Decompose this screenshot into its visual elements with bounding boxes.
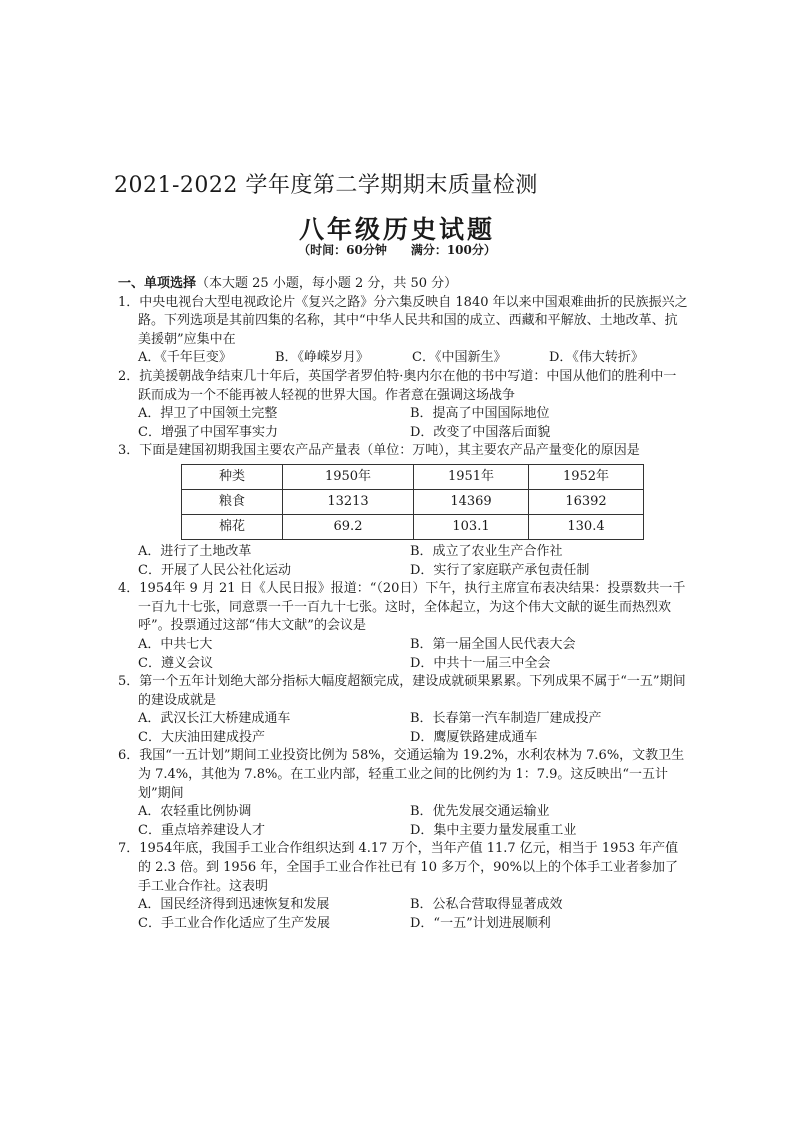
question-options: [118, 636, 688, 673]
option-b: B．长春第一汽车制造厂建成投产: [410, 711, 602, 727]
exam-content: [118, 275, 688, 933]
table-cell: 14369: [414, 489, 529, 514]
table-header-row: [182, 464, 644, 489]
option-a: A．农轻重比例协调: [138, 804, 252, 820]
option-a: A．武汉长江大桥建成通车: [138, 711, 291, 727]
table-cell: 16392: [529, 489, 644, 514]
option-d: D．“一五”计划进展顺利: [410, 915, 551, 931]
option-b: B．提高了中国国际地位: [410, 406, 550, 422]
option-b: B．第一届全国人民代表大会: [410, 636, 576, 652]
question-options: [118, 349, 688, 368]
option-d: D．实行了家庭联产承包责任制: [410, 562, 590, 578]
option-a: A．捍卫了中国领土完整: [138, 406, 278, 422]
question-text: 3．下面是建国初期我国主要农产品产量表（单位：万吨），其主要农产品产量变化的原因是: [118, 443, 640, 459]
time-score-info: （时间：60分钟 满分：100分）: [298, 243, 496, 257]
table-header-cell: 1951年: [414, 464, 529, 489]
option-a: A．中共七大: [138, 636, 213, 652]
question-3: [118, 442, 688, 580]
question-text: 6．我国“一五计划”期间工业投资比例为 58%，交通运输为 19.2%，水利农林为 7.6%，文教卫生为 7.4%，其他为 7.8%。在工业内部，轻重工业之间的比例约为 1：7.9。这反映出“一五计划”期间: [118, 748, 685, 801]
option-c: C．增强了中国军事实力: [138, 424, 278, 440]
question-text: 7．1954年底，我国手工业合作组织达到 4.17 万个，当年产值 11.7 亿元，相当于 1953 年产值的 2.3 倍。到 1956 年，全国手工业合作社已有 10 多万个，90%以上的个体手工业者参加了手工业合作社。这表明: [118, 841, 679, 894]
option-b: B．成立了农业生产合作社: [410, 543, 563, 559]
option-d: D．集中主要力量发展重工业: [410, 822, 577, 838]
option-c: C．手工业合作化适应了生产发展: [138, 915, 330, 931]
option-b: B．优先发展交通运输业: [410, 804, 550, 820]
section-note: （本大题 25 小题，每小题 2 分，共 50 分）: [196, 276, 458, 291]
table-cell: 130.4: [529, 514, 644, 539]
table-cell: 103.1: [414, 514, 529, 539]
question-text: 4．1954年 9 月 21 日《人民日报》报道：“（20日）下午，执行主席宣布表决结果：投票数共一千一百九十七张，同意票一千一百九十七张。这时，全体起立，为这个伟大文献的诞生而热烈欢呼”。投票通过这部“伟大文献”的会议是: [118, 581, 686, 634]
question-1: [118, 294, 688, 368]
table-header-cell: 1950年: [283, 464, 414, 489]
option-b: B．公私合营取得显著成效: [410, 897, 563, 913]
table-row: [182, 514, 644, 539]
table-header-cell: 1952年: [529, 464, 644, 489]
question-6: [118, 747, 688, 840]
question-5: [118, 673, 688, 747]
section-heading: [118, 275, 688, 294]
section-title: 一、单项选择: [118, 276, 197, 291]
exam-title: 2021-2022 学年度第二学期期末质量检测: [114, 173, 538, 198]
question-options: [118, 803, 688, 840]
production-table: [181, 464, 644, 540]
question-7: [118, 840, 688, 933]
question-text: 2．抗美援朝战争结束几十年后，英国学者罗伯特·奥内尔在他的书中写道：中国从他们的胜利中一跃而成为一个不能再被人轻视的世界大国。作者意在强调这场战争: [118, 368, 677, 403]
option-c: C．大庆油田建成投产: [138, 729, 265, 745]
option-d: D．改变了中国落后面貌: [410, 424, 551, 440]
option-b: B．《峥嵘岁月》: [275, 350, 370, 366]
question-options: [118, 710, 688, 747]
question-options: [118, 543, 688, 580]
question-text: 1．中央电视台大型电视政论片《复兴之路》分六集反映自 1840 年以来中国艰难曲折的民族振兴之路。下列选项是其前四集的名称，其中“中华人民共和国的成立、西藏和平解放、土地改革、抗美援朝”应集中在: [118, 294, 688, 347]
question-4: [118, 580, 688, 673]
option-c: C．开展了人民公社化运动: [138, 562, 291, 578]
option-c: C．遵义会议: [138, 655, 213, 671]
question-options: [118, 405, 688, 442]
table-cell: 13213: [283, 489, 414, 514]
table-header-cell: 种类: [182, 464, 283, 489]
table-row: [182, 489, 644, 514]
exam-subtitle: 八年级历史试题: [298, 215, 495, 244]
option-a: A．国民经济得到迅速恢复和发展: [138, 897, 330, 913]
option-c: C．《中国新生》: [412, 350, 507, 366]
option-d: D．《伟大转折》: [549, 350, 644, 366]
option-d: D．鹰厦铁路建成通车: [410, 729, 538, 745]
question-text: 5．第一个五年计划绝大部分指标大幅度超额完成，建设成就硕果累累。下列成果不属于“一五”期间的建设成就是: [118, 674, 686, 708]
table-cell: 粮食: [182, 489, 283, 514]
option-c: C．重点培养建设人才: [138, 822, 265, 838]
option-a: A．《千年巨变》: [138, 350, 232, 366]
table-cell: 69.2: [283, 514, 414, 539]
table-cell: 棉花: [182, 514, 283, 539]
question-options: [118, 896, 688, 933]
option-d: D．中共十一届三中全会: [410, 655, 551, 671]
option-a: A．进行了土地改革: [138, 543, 252, 559]
question-2: [118, 368, 688, 442]
